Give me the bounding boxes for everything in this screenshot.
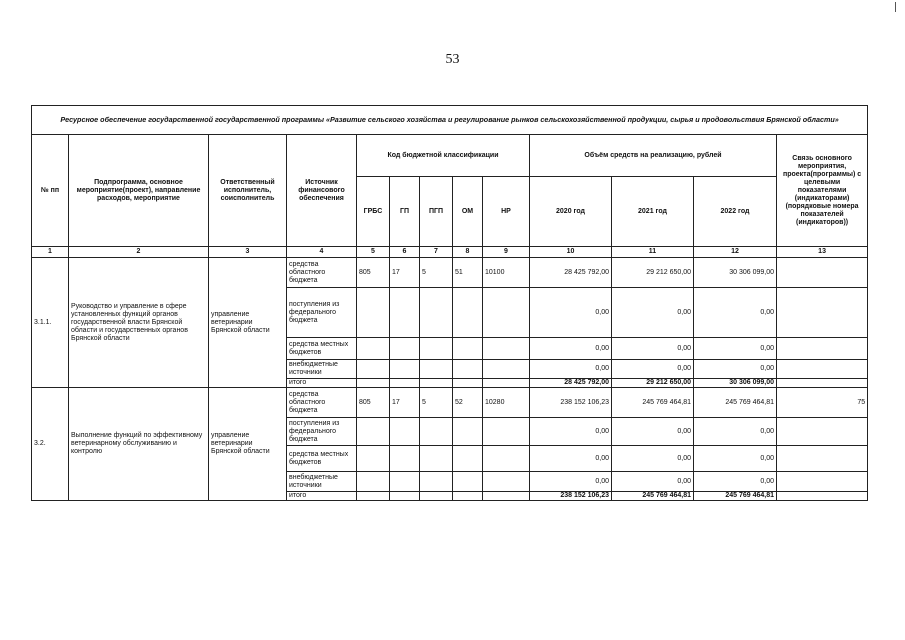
row-link: [777, 258, 868, 288]
row-2022: 30 306 099,00: [694, 258, 777, 288]
row-gp: [390, 446, 420, 472]
table-body: [32, 106, 868, 501]
row-gp: 17: [390, 258, 420, 288]
header-budget-group: Код бюджетной классификации: [357, 135, 530, 177]
column-number: 13: [777, 247, 868, 258]
row-2021: 245 769 464,81: [612, 388, 694, 418]
column-number: 8: [453, 247, 483, 258]
row-pgp: [420, 418, 453, 446]
row-pgp: [420, 360, 453, 379]
header-num: № пп: [32, 135, 69, 247]
row-number: 3.1.1.: [32, 258, 69, 388]
header-2021: 2021 год: [612, 177, 694, 247]
column-number: 9: [483, 247, 530, 258]
row-gp: [390, 360, 420, 379]
row-name: Руководство и управление в сфере установленных функций органов государственной власти Брянской области и государственных органов Брянской области: [69, 258, 209, 388]
row-source: поступления из федерального бюджета: [287, 288, 357, 338]
column-number: 4: [287, 247, 357, 258]
row-pgp: 5: [420, 388, 453, 418]
row-executor: управление ветеринарии Брянской области: [209, 388, 287, 501]
total-empty-cell: [390, 379, 420, 388]
total-2022: 245 769 464,81: [694, 492, 777, 501]
edge-mark: [895, 2, 896, 12]
row-nr: [483, 338, 530, 360]
row-link: [777, 472, 868, 492]
row-2021: 0,00: [612, 446, 694, 472]
total-empty-cell: [483, 379, 530, 388]
row-om: [453, 472, 483, 492]
header-grbs: ГРБС: [357, 177, 390, 247]
header-pgp: ПГП: [420, 177, 453, 247]
row-gp: [390, 338, 420, 360]
row-link: 75: [777, 388, 868, 418]
column-number: 11: [612, 247, 694, 258]
title-row: [32, 106, 868, 135]
resource-table: [31, 105, 868, 501]
total-empty-cell: [420, 379, 453, 388]
total-empty-cell: [357, 492, 390, 501]
row-grbs: [357, 338, 390, 360]
row-nr: [483, 418, 530, 446]
row-2020: 0,00: [530, 472, 612, 492]
row-nr: [483, 472, 530, 492]
row-2022: 0,00: [694, 418, 777, 446]
row-nr: [483, 446, 530, 472]
row-2022: 245 769 464,81: [694, 388, 777, 418]
row-2022: 0,00: [694, 288, 777, 338]
row-number: 3.2.: [32, 388, 69, 501]
row-source: внебюджетные источники: [287, 360, 357, 379]
total-empty-cell: [453, 492, 483, 501]
column-number: 1: [32, 247, 69, 258]
row-executor: управление ветеринарии Брянской области: [209, 258, 287, 388]
row-nr: [483, 360, 530, 379]
row-2022: 0,00: [694, 472, 777, 492]
row-grbs: [357, 446, 390, 472]
total-label: итого: [287, 379, 357, 388]
resource-table-wrap: [31, 105, 867, 501]
row-link: [777, 338, 868, 360]
row-source: средства местных бюджетов: [287, 338, 357, 360]
header-nr: НР: [483, 177, 530, 247]
total-empty-cell: [390, 492, 420, 501]
header-2020: 2020 год: [530, 177, 612, 247]
row-source: средства областного бюджета: [287, 258, 357, 288]
column-number: 12: [694, 247, 777, 258]
row-grbs: 805: [357, 388, 390, 418]
header-name: Подпрограмма, основное мероприятие(проект), направление расходов, мероприятие: [69, 135, 209, 247]
total-empty-cell: [357, 379, 390, 388]
row-grbs: [357, 360, 390, 379]
row-2021: 0,00: [612, 418, 694, 446]
row-grbs: [357, 288, 390, 338]
total-2020: 28 425 792,00: [530, 379, 612, 388]
row-link: [777, 418, 868, 446]
row-2020: 0,00: [530, 360, 612, 379]
row-link: [777, 446, 868, 472]
row-nr: 10100: [483, 258, 530, 288]
row-source: поступления из федерального бюджета: [287, 418, 357, 446]
row-pgp: 5: [420, 258, 453, 288]
total-link-cell: [777, 492, 868, 501]
row-pgp: [420, 338, 453, 360]
row-nr: 10280: [483, 388, 530, 418]
row-link: [777, 288, 868, 338]
total-label: итого: [287, 492, 357, 501]
column-number: 7: [420, 247, 453, 258]
row-grbs: [357, 472, 390, 492]
row-2022: 0,00: [694, 338, 777, 360]
row-2020: 0,00: [530, 446, 612, 472]
row-pgp: [420, 446, 453, 472]
header-2022: 2022 год: [694, 177, 777, 247]
total-2021: 29 212 650,00: [612, 379, 694, 388]
column-number: 6: [390, 247, 420, 258]
row-2021: 0,00: [612, 472, 694, 492]
column-number: 10: [530, 247, 612, 258]
row-gp: 17: [390, 388, 420, 418]
row-gp: [390, 418, 420, 446]
row-grbs: 805: [357, 258, 390, 288]
row-2022: 0,00: [694, 446, 777, 472]
row-2021: 0,00: [612, 288, 694, 338]
header-gp: ГП: [390, 177, 420, 247]
row-2020: 0,00: [530, 288, 612, 338]
total-empty-cell: [483, 492, 530, 501]
row-2020: 28 425 792,00: [530, 258, 612, 288]
row-2020: 0,00: [530, 338, 612, 360]
total-empty-cell: [453, 379, 483, 388]
row-2020: 0,00: [530, 418, 612, 446]
row-source: внебюджетные источники: [287, 472, 357, 492]
row-2022: 0,00: [694, 360, 777, 379]
column-number: 5: [357, 247, 390, 258]
row-gp: [390, 472, 420, 492]
row-source: средства местных бюджетов: [287, 446, 357, 472]
row-om: [453, 338, 483, 360]
total-2022: 30 306 099,00: [694, 379, 777, 388]
header-volume-group: Объём средств на реализацию, рублей: [530, 135, 777, 177]
total-2021: 245 769 464,81: [612, 492, 694, 501]
total-2020: 238 152 106,23: [530, 492, 612, 501]
row-om: [453, 360, 483, 379]
row-pgp: [420, 472, 453, 492]
header-source: Источник финансового обеспечения: [287, 135, 357, 247]
table-row: [32, 258, 868, 288]
row-2020: 238 152 106,23: [530, 388, 612, 418]
column-number-row: [32, 247, 868, 258]
row-om: [453, 288, 483, 338]
row-om: [453, 446, 483, 472]
row-gp: [390, 288, 420, 338]
page-number: 53: [445, 52, 460, 67]
row-link: [777, 360, 868, 379]
row-pgp: [420, 288, 453, 338]
column-number: 2: [69, 247, 209, 258]
header-om: ОМ: [453, 177, 483, 247]
total-link-cell: [777, 379, 868, 388]
row-grbs: [357, 418, 390, 446]
row-om: 51: [453, 258, 483, 288]
row-2021: 29 212 650,00: [612, 258, 694, 288]
row-om: [453, 418, 483, 446]
row-2021: 0,00: [612, 338, 694, 360]
header-executor: Ответственный исполнитель, соисполнитель: [209, 135, 287, 247]
total-empty-cell: [420, 492, 453, 501]
table-row: [32, 388, 868, 418]
row-nr: [483, 288, 530, 338]
header-link: Связь основного мероприятия, проекта(программы) с целевыми показателями (индикаторами) (порядковые номера показателей (индикаторов)): [777, 135, 868, 247]
table-title: Ресурсное обеспечение государственной государственной программы «Развитие сельского хозяйства и регулирование рынков сельскохозяйственной продукции, сырья и продовольствия Брянской области»: [32, 106, 868, 135]
row-2021: 0,00: [612, 360, 694, 379]
row-name: Выполнение функций по эффективному ветеринарному обслуживанию и контролю: [69, 388, 209, 501]
row-om: 52: [453, 388, 483, 418]
header-row-1: [32, 135, 868, 177]
column-number: 3: [209, 247, 287, 258]
row-source: средства областного бюджета: [287, 388, 357, 418]
